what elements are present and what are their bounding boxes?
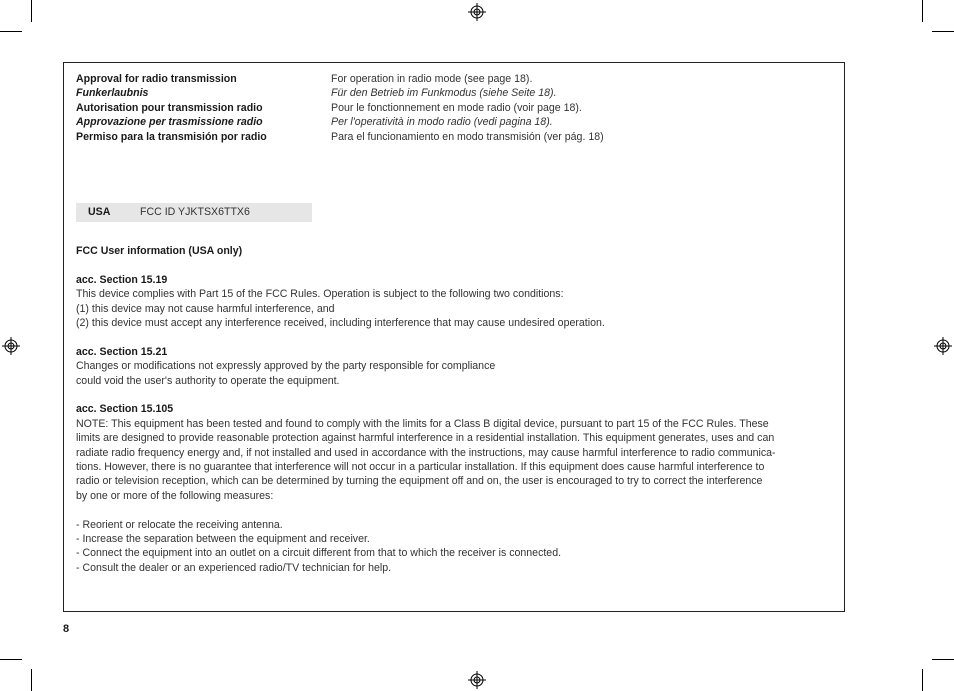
section-line: radiate radio frequency energy and, if not installed and used in accordance with the instructions, may cause harmful interference to radio communica-: [76, 446, 776, 459]
section-line: could void the user's authority to operate the equipment.: [76, 374, 340, 387]
approval-label: Permiso para la transmisión por radio: [76, 130, 267, 143]
approval-text: Für den Betrieb im Funkmodus (siehe Seite 18).: [331, 87, 557, 100]
approval-row: [76, 86, 776, 100]
measure-item: - Increase the separation between the equipment and receiver.: [76, 533, 370, 546]
approval-label: Funkerlaubnis: [76, 87, 149, 100]
section-line: NOTE: This equipment has been tested and found to comply with the limits for a Class B digital device, pursuant to part 15 of the FCC Rules. These: [76, 417, 769, 430]
approval-row: [76, 130, 776, 144]
crop-mark: [922, 669, 923, 691]
crop-mark: [0, 659, 22, 660]
approval-text: Pour le fonctionnement en mode radio (voir page 18).: [331, 101, 582, 114]
fcc-id: FCC ID YJKTSX6TTX6: [140, 206, 250, 218]
page-number: 8: [63, 623, 70, 635]
measure-item: - Consult the dealer or an experienced radio/TV technician for help.: [76, 561, 392, 574]
section-heading: acc. Section 15.21: [76, 345, 168, 358]
section-heading: acc. Section 15.19: [76, 273, 168, 286]
approval-text: For operation in radio mode (see page 18).: [331, 73, 533, 85]
approval-label: Autorisation pour transmission radio: [76, 101, 263, 114]
approvals-table: [76, 72, 776, 144]
measure-item: - Reorient or relocate the receiving antenna.: [76, 518, 283, 531]
section-heading: acc. Section 15.105: [76, 403, 174, 416]
registration-mark-icon: [468, 3, 486, 21]
usa-fcc-id-box: [76, 203, 312, 222]
registration-mark-icon: [934, 337, 952, 355]
section-line: (2) this device must accept any interference received, including interference that may cause undesired operation.: [76, 317, 605, 330]
fcc-information: [76, 244, 838, 575]
crop-mark: [31, 669, 32, 691]
approval-row: [76, 101, 776, 115]
section-line: This device complies with Part 15 of the FCC Rules. Operation is subject to the following two conditions:: [76, 288, 564, 301]
crop-mark: [922, 0, 923, 22]
registration-mark-icon: [468, 671, 486, 689]
usa-country-label: USA: [88, 206, 111, 218]
measure-item: - Connect the equipment into an outlet on a circuit different from that to which the receiver is connected.: [76, 547, 562, 560]
crop-mark: [932, 31, 954, 32]
section-line: Changes or modifications not expressly approved by the party responsible for compliance: [76, 360, 496, 373]
crop-mark: [31, 0, 32, 22]
section-line: tions. However, there is no guarantee that interference will not occur in a particular installation. If this equipment does cause harmful interference to: [76, 461, 765, 474]
section-line: limits are designed to provide reasonable protection against harmful interference in a residential installation. This equipment generates, uses and can: [76, 432, 775, 445]
approval-row: [76, 115, 776, 129]
registration-mark-icon: [2, 337, 20, 355]
crop-mark: [932, 659, 954, 660]
section-line: radio or television reception, which can be determined by turning the equipment off and on, the user is encouraged to try to correct the interference: [76, 475, 763, 488]
section-line: by one or more of the following measures:: [76, 489, 274, 502]
approval-label: Approval for radio transmission: [76, 73, 237, 85]
approval-label: Approvazione per trasmissione radio: [76, 116, 263, 129]
approval-text: Per l'operatività in modo radio (vedi pagina 18).: [331, 116, 553, 129]
section-line: (1) this device may not cause harmful interference, and: [76, 302, 335, 315]
fcc-title: FCC User information (USA only): [76, 245, 243, 257]
crop-mark: [0, 31, 22, 32]
approval-text: Para el funcionamiento en modo transmisión (ver pág. 18): [331, 130, 604, 143]
approval-row: [76, 72, 776, 86]
